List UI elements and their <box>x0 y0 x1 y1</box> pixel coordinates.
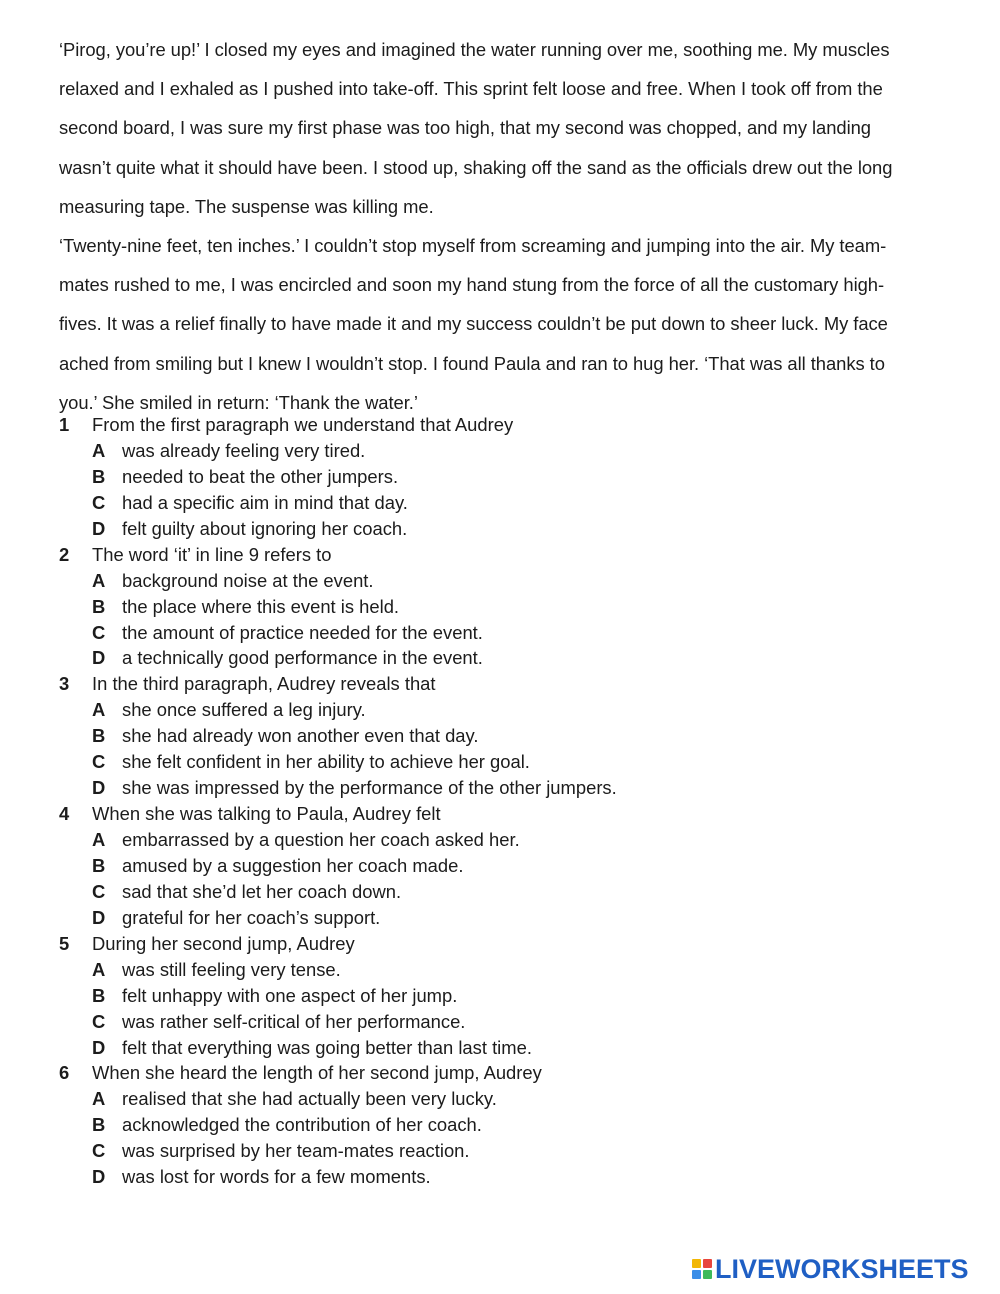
liveworksheets-logo <box>692 1250 969 1288</box>
option-letter: B <box>92 1114 106 1136</box>
question-text: When she heard the length of her second jump, Audrey <box>92 1062 542 1084</box>
question-list <box>59 412 959 1190</box>
answer-option-b[interactable] <box>59 1112 959 1138</box>
option-letter: D <box>92 517 106 539</box>
answer-option-a[interactable] <box>59 697 959 723</box>
question-number: 2 <box>59 543 70 565</box>
passage-line: measuring tape. The suspense was killing me. <box>59 195 434 217</box>
question-text: The word ‘it’ in line 9 refers to <box>92 543 332 565</box>
answer-option-c[interactable] <box>59 879 959 905</box>
question-stem <box>59 671 959 697</box>
question-text: During her second jump, Audrey <box>92 932 355 954</box>
option-text: felt guilty about ignoring her coach. <box>122 517 408 539</box>
option-text: sad that she’d let her coach down. <box>122 880 402 902</box>
option-letter: B <box>92 595 106 617</box>
option-letter: C <box>92 621 106 643</box>
question-number: 4 <box>59 803 70 825</box>
answer-option-d[interactable] <box>59 516 959 542</box>
option-text: acknowledged the contribution of her coach. <box>122 1114 482 1136</box>
option-text: realised that she had actually been very lucky. <box>122 1088 497 1110</box>
option-letter: D <box>92 906 106 928</box>
answer-option-b[interactable] <box>59 723 959 749</box>
option-letter: C <box>92 751 106 773</box>
option-text: was surprised by her team-mates reaction. <box>122 1140 470 1162</box>
question-4 <box>59 801 959 931</box>
question-stem <box>59 542 959 568</box>
answer-option-b[interactable] <box>59 983 959 1009</box>
passage-line: ached from smiling but I knew I wouldn’t stop. I found Paula and ran to hug her. ‘That was all thanks to <box>59 352 885 374</box>
question-number: 1 <box>59 414 70 435</box>
option-text: amused by a suggestion her coach made. <box>122 854 464 876</box>
option-text: the amount of practice needed for the event. <box>122 621 483 643</box>
question-3 <box>59 671 959 801</box>
option-letter: B <box>92 984 106 1006</box>
passage-line: wasn’t quite what it should have been. I stood up, shaking off the sand as the officials drew out the long <box>59 156 893 178</box>
option-letter: D <box>92 1166 106 1188</box>
reading-passage <box>59 30 959 422</box>
answer-option-d[interactable] <box>59 1164 959 1190</box>
question-text: From the first paragraph we understand that Audrey <box>92 414 514 435</box>
question-text: In the third paragraph, Audrey reveals that <box>92 673 436 695</box>
question-number: 3 <box>59 673 70 695</box>
answer-option-d[interactable] <box>59 775 959 801</box>
passage-line: relaxed and I exhaled as I pushed into take-off. This sprint felt loose and free. When I took off from the <box>59 78 883 100</box>
answer-option-d[interactable] <box>59 905 959 931</box>
option-letter: D <box>92 647 106 669</box>
question-number: 6 <box>59 1062 70 1084</box>
option-letter: C <box>92 491 106 513</box>
option-text: she had already won another even that day. <box>122 725 479 747</box>
question-1 <box>59 412 959 542</box>
answer-option-a[interactable] <box>59 827 959 853</box>
question-number: 5 <box>59 932 70 954</box>
option-letter: A <box>92 958 106 980</box>
option-text: felt that everything was going better than last time. <box>122 1036 532 1058</box>
logo-text: LIVEWORKSHEETS <box>715 1253 969 1284</box>
option-letter: A <box>92 569 106 591</box>
option-letter: B <box>92 854 106 876</box>
passage-line: ‘Pirog, you’re up!’ I closed my eyes and imagined the water running over me, soothing me. My muscles <box>59 39 890 60</box>
answer-option-a[interactable] <box>59 1086 959 1112</box>
answer-option-b[interactable] <box>59 594 959 620</box>
answer-option-c[interactable] <box>59 749 959 775</box>
question-6 <box>59 1060 959 1190</box>
option-text: she was impressed by the performance of the other jumpers. <box>122 777 617 799</box>
passage-line: mates rushed to me, I was encircled and soon my hand stung from the force of all the customary high- <box>59 274 885 296</box>
question-stem <box>59 1060 959 1086</box>
question-5 <box>59 931 959 1061</box>
option-text: was rather self-critical of her performance. <box>122 1010 466 1032</box>
option-letter: C <box>92 1010 106 1032</box>
answer-option-a[interactable] <box>59 568 959 594</box>
option-text: was already feeling very tired. <box>122 439 366 461</box>
option-text: she felt confident in her ability to achieve her goal. <box>122 751 530 773</box>
question-stem <box>59 931 959 957</box>
option-letter: A <box>92 699 106 721</box>
answer-option-a[interactable] <box>59 957 959 983</box>
option-text: she once suffered a leg injury. <box>122 699 366 721</box>
answer-option-c[interactable] <box>59 490 959 516</box>
option-text: had a specific aim in mind that day. <box>122 491 408 513</box>
answer-option-b[interactable] <box>59 464 959 490</box>
passage-line: second board, I was sure my first phase was too high, that my second was chopped, and my landing <box>59 117 871 139</box>
option-letter: B <box>92 465 106 487</box>
option-text: the place where this event is held. <box>122 595 400 617</box>
answer-option-c[interactable] <box>59 1138 959 1164</box>
question-2 <box>59 542 959 672</box>
passage-line: ‘Twenty-nine feet, ten inches.’ I couldn’t stop myself from screaming and jumping into the air. My team- <box>59 234 887 256</box>
answer-option-a[interactable] <box>59 438 959 464</box>
option-text: was lost for words for a few moments. <box>122 1166 431 1188</box>
answer-option-c[interactable] <box>59 620 959 646</box>
option-text: embarrassed by a question her coach asked her. <box>122 829 520 850</box>
option-letter: A <box>92 439 106 461</box>
option-letter: C <box>92 1140 106 1162</box>
option-text: needed to beat the other jumpers. <box>122 465 399 487</box>
liveworksheets-mark-icon <box>692 1259 712 1279</box>
option-letter: A <box>92 829 106 850</box>
option-text: grateful for her coach’s support. <box>122 906 381 928</box>
option-text: background noise at the event. <box>122 569 374 591</box>
option-text: was still feeling very tense. <box>122 958 341 980</box>
question-stem <box>59 412 959 438</box>
answer-option-c[interactable] <box>59 1009 959 1035</box>
option-letter: B <box>92 725 106 747</box>
option-letter: A <box>92 1088 106 1110</box>
answer-option-d[interactable] <box>59 645 959 671</box>
option-letter: D <box>92 1036 106 1058</box>
passage-line: you.’ She smiled in return: ‘Thank the water.’ <box>59 391 418 413</box>
question-text: When she was talking to Paula, Audrey felt <box>92 803 441 825</box>
option-text: a technically good performance in the event. <box>122 647 483 669</box>
passage-line: fives. It was a relief finally to have made it and my success couldn’t be put down to sheer luck. My face <box>59 313 888 335</box>
option-text: felt unhappy with one aspect of her jump. <box>122 984 458 1006</box>
answer-option-d[interactable] <box>59 1035 959 1061</box>
option-letter: D <box>92 777 106 799</box>
option-letter: C <box>92 880 106 902</box>
answer-option-b[interactable] <box>59 853 959 879</box>
question-stem <box>59 801 959 827</box>
